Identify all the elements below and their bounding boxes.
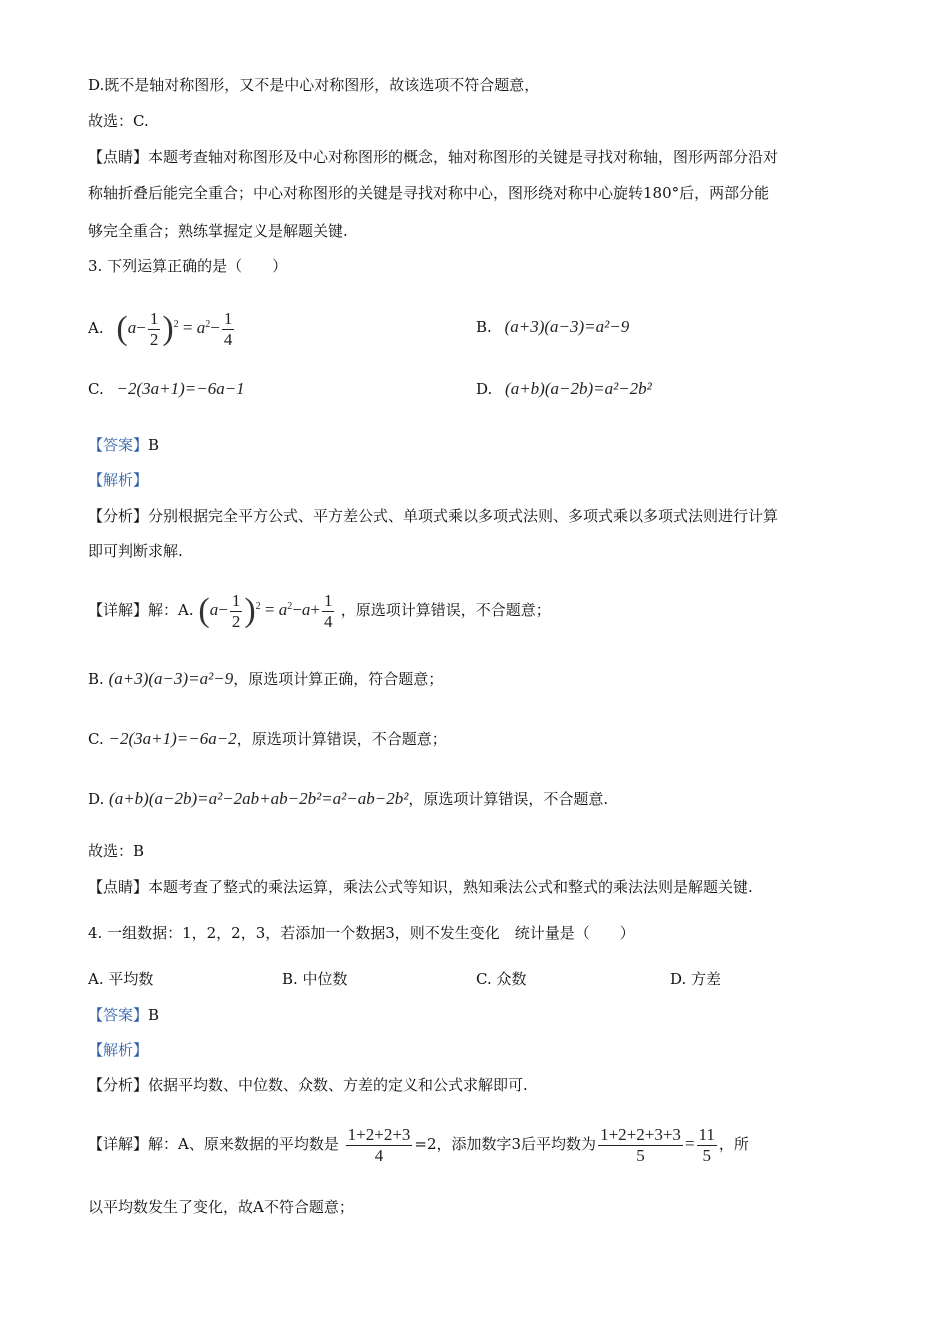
q3-dianjing: 【点睛】本题考查了整式的乘法运算，乘法公式等知识，熟知乘法公式和整式的乘法法则是解题关键. [88, 878, 753, 896]
formula-a: (a− $\frac{1}{2}$ )$^2 = a^2-$ $\frac{1}{4}$ [116, 308, 233, 349]
q3-guxuan: 故选：B [88, 842, 145, 860]
text-line: 够完全重合；熟练掌握定义是解题关键. [88, 222, 348, 240]
q3-xiangjie-d: D. (a+b)(a−2b)=a²−2ab+ab−2b²=a²−ab−2b²，原选项计算错误，不合题意. [88, 789, 609, 808]
q3-option-d: D. (a+b)(a−2b)=a²−2b² [476, 379, 652, 398]
fraction: $\frac{11}{5}$ [698, 1124, 715, 1165]
formula-b: (a+3)(a−3)=a²−9 [504, 317, 630, 336]
question-3: 3. 下列运算正确的是（ ） [88, 257, 288, 275]
q3-option-b: B. (a+3)(a−3)=a²−9 [476, 317, 630, 336]
text-line: D.既不是轴对称图形，又不是中心对称图形，故该选项不符合题意， [88, 76, 540, 94]
q4-fenxi: 【分析】依据平均数、中位数、众数、方差的定义和公式求解即可. [88, 1076, 528, 1094]
q3-xiangjie-a: 【详解】解：A. (a− $\frac{1}{2}$ )$^2 = a^2-a+$ $\frac{1}{4}$ ，原选项计算错误，不合题意； [88, 590, 551, 631]
question-4: 4. 一组数据：1，2，2，3，若添加一个数据3，则不发生变化 统计量是（ ） [88, 924, 635, 942]
q4-last-line: 以平均数发生了变化，故A不符合题意； [88, 1198, 354, 1216]
q3-xiangjie-c: C. −2(3a+1)=−6a−2，原选项计算错误，不合题意； [88, 729, 447, 748]
q3-xiangjie-b: B. (a+3)(a−3)=a²−9，原选项计算正确，符合题意； [88, 669, 444, 688]
q3-option-a: A. (a− $\frac{1}{2}$ )$^2 = a^2-$ $\frac{1}{4}$ [88, 298, 236, 358]
q4-option-b: B. 中位数 [282, 970, 348, 988]
q4-jiexi: 【解析】 [88, 1041, 149, 1059]
text-line: 称轴折叠后能完全重合；中心对称图形的关键是寻找对称中心，图形绕对称中心旋转180°后，两部分能 [88, 184, 770, 202]
formula-detail-a: (a− $\frac{1}{2}$ )$^2 = a^2-a+$ $\frac{1}{4}$ [198, 590, 333, 631]
q4-answer: 【答案】B [88, 1006, 160, 1024]
q3-option-c: C. −2(3a+1)=−6a−1 [88, 379, 245, 398]
text-line: 【点睛】本题考查轴对称图形及中心对称图形的概念，轴对称图形的关键是寻找对称轴，图形两部分沿对 [88, 148, 779, 166]
q3-jiexi: 【解析】 [88, 471, 149, 489]
formula-d: (a+b)(a−2b)=a²−2b² [505, 379, 652, 398]
fraction: $\frac{1+2+2+3}{4}$ [347, 1124, 411, 1165]
fraction: $\frac{1+2+2+3+3}{5}$ [600, 1124, 681, 1165]
dianjing-tag: 【点睛】 [88, 148, 149, 166]
q4-option-d: D. 方差 [670, 970, 722, 988]
q4-option-c: C. 众数 [476, 970, 527, 988]
formula-c: −2(3a+1)=−6a−1 [116, 379, 245, 398]
text-line: 故选：C. [88, 112, 149, 130]
q4-option-a: A. 平均数 [88, 970, 154, 988]
text-line: 即可判断求解. [88, 542, 183, 560]
q3-fenxi: 【分析】分别根据完全平方公式、平方差公式、单项式乘以多项式法则、多项式乘以多项式法则进行计算 [88, 507, 779, 525]
q3-answer: 【答案】B [88, 436, 160, 454]
q4-xiangjie: 【详解】解：A、原来数据的平均数是 $\frac{1+2+2+3}{4}$ =2，添加数字3后平均数为 $\frac{1+2+2+3+3}{5}$ = $\frac{11}{5}$ ，所 [88, 1124, 749, 1165]
